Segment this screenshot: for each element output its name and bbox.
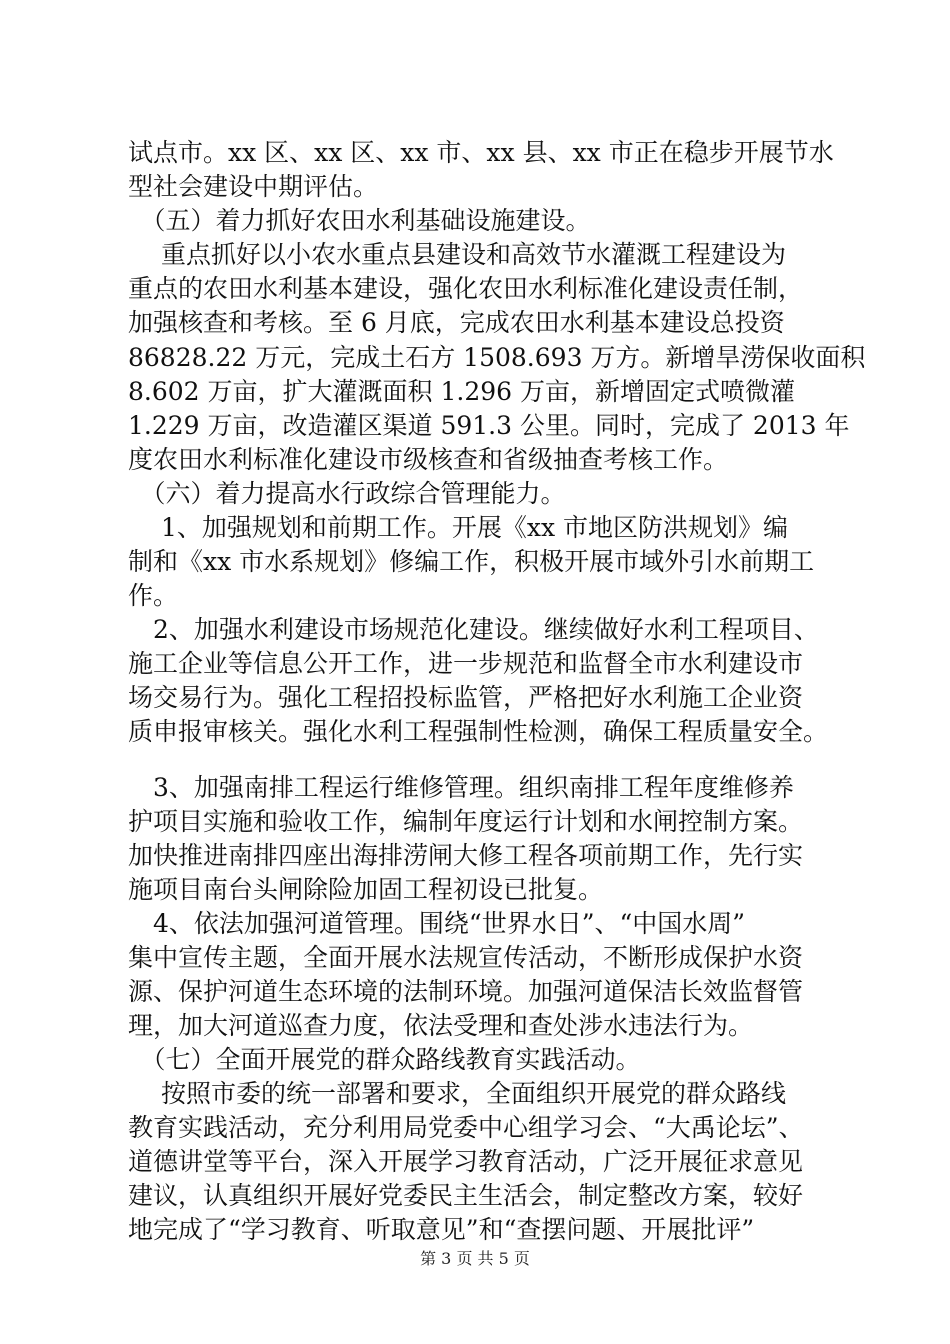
text-line: 重点抓好以小农水重点县建设和高效节水灌溉工程建设为 — [128, 240, 786, 269]
section-heading: （七）全面开展党的群众路线教育实践活动。 — [128, 1045, 641, 1074]
section-heading: （五）着力抓好农田水利基础设施建设。 — [128, 206, 591, 235]
text-line: 1.229 万亩，改造灌区渠道 591.3 公里。同时，完成了 2013 年 — [128, 411, 850, 440]
text-line: 质申报审核关。强化水利工程强制性检测，确保工程质量安全。 — [128, 717, 829, 746]
text-line: 试点市。xx 区、xx 区、xx 市、xx 县、xx 市正在稳步开展节水 — [128, 138, 834, 167]
text-line: 建议，认真组织开展好党委民主生活会，制定整改方案，较好 — [128, 1181, 804, 1210]
text-line: 理，加大河道巡查力度，依法受理和查处涉水违法行为。 — [128, 1011, 754, 1040]
text-line: 度农田水利标准化建设市级核查和省级抽查考核工作。 — [128, 445, 729, 474]
text-line: 8.602 万亩，扩大灌溉面积 1.296 万亩，新增固定式喷微灌 — [128, 377, 795, 406]
section-heading: （六）着力提高水行政综合管理能力。 — [128, 479, 566, 508]
text-line: 加强核查和考核。至 6 月底，完成农田水利基本建设总投资 — [128, 308, 785, 337]
text-line: 护项目实施和验收工作，编制年度运行计划和水闸控制方案。 — [128, 807, 804, 836]
text-line: 重点的农田水利基本建设，强化农田水利标准化建设责任制， — [128, 274, 804, 303]
text-line: 4、依法加强河道管理。围绕“世界水日”、“中国水周” — [128, 909, 746, 938]
text-line: 86828.22 万元，完成土石方 1508.693 万方。新增旱涝保收面积 — [128, 343, 866, 372]
text-line: 按照市委的统一部署和要求，全面组织开展党的群众路线 — [128, 1079, 786, 1108]
text-line: 教育实践活动，充分利用局党委中心组学习会、“大禹论坛”、 — [128, 1113, 804, 1142]
text-line: 源、保护河道生态环境的法制环境。加强河道保洁长效监督管 — [128, 977, 804, 1006]
text-line: 场交易行为。强化工程招投标监管，严格把好水利施工企业资 — [128, 683, 804, 712]
page-footer: 第 3 页 共 5 页 — [420, 1249, 530, 1268]
text-line: 加快推进南排四座出海排涝闸大修工程各项前期工作，先行实 — [128, 841, 804, 870]
text-line: 施工企业等信息公开工作，进一步规范和监督全市水利建设市 — [128, 649, 804, 678]
text-line: 制和《xx 市水系规划》修编工作，积极开展市域外引水前期工 — [128, 547, 815, 576]
text-line: 集中宣传主题，全面开展水法规宣传活动，不断形成保护水资 — [128, 943, 804, 972]
text-line: 1、加强规划和前期工作。开展《xx 市地区防洪规划》编 — [128, 513, 788, 542]
text-line: 2、加强水利建设市场规范化建设。继续做好水利工程项目、 — [128, 615, 819, 644]
text-line: 型社会建设中期评估。 — [128, 172, 379, 201]
text-line: 3、加强南排工程运行维修管理。组织南排工程年度维修养 — [128, 773, 794, 802]
text-line: 道德讲堂等平台，深入开展学习教育活动，广泛开展征求意见 — [128, 1147, 804, 1176]
text-line: 作。 — [128, 581, 179, 610]
text-line: 地完成了“学习教育、听取意见”和“查摆问题、开展批评” — [128, 1215, 755, 1244]
text-line: 施项目南台头闸除险加固工程初设已批复。 — [128, 875, 604, 904]
